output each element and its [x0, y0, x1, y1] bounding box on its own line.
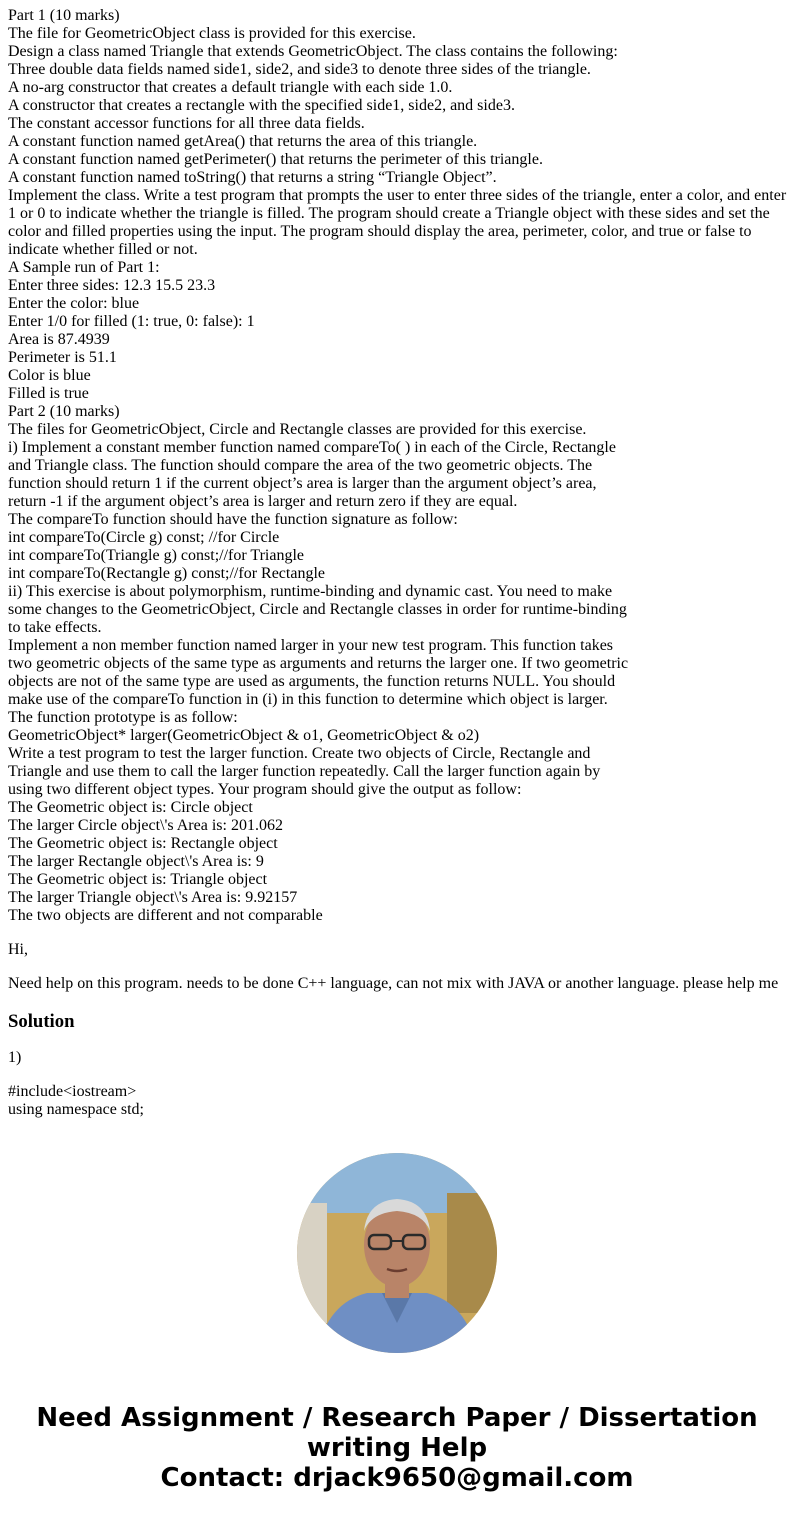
sample-run-line: Filled is true	[8, 385, 89, 402]
part1-section	[8, 7, 788, 259]
part2-line: Triangle and use them to call the larger function repeatedly. Call the larger function again by	[8, 763, 601, 780]
promo-line-1: Need Assignment / Research Paper / Dissertation	[36, 1403, 758, 1433]
solution-step: 1)	[8, 1049, 22, 1066]
avatar-wall	[297, 1203, 327, 1323]
expected-output-line: The two objects are different and not comparable	[8, 907, 323, 924]
sample-run-line: Color is blue	[8, 367, 91, 384]
part2-line: two geometric objects of the same type as arguments and returns the larger one. If two geometric	[8, 655, 629, 672]
sample-run-line: Enter the color: blue	[8, 295, 140, 312]
sample-run-line: Area is 87.4939	[8, 331, 110, 348]
spacer	[8, 959, 788, 975]
part1-line: The file for GeometricObject class is provided for this exercise.	[8, 25, 416, 42]
expected-output-line: The larger Circle object\'s Area is: 201.062	[8, 817, 283, 834]
part2-line: using two different object types. Your program should give the output as follow:	[8, 781, 522, 798]
spacer	[8, 1067, 788, 1083]
part2-line: The compareTo function should have the function signature as follow:	[8, 511, 458, 528]
expected-output-line: The Geometric object is: Rectangle object	[8, 835, 278, 852]
sample-run-section	[8, 259, 788, 403]
avatar-door	[447, 1193, 497, 1313]
part2-line: return -1 if the argument object’s area is larger and return zero if they are equal.	[8, 493, 518, 510]
part2-line: i) Implement a constant member function named compareTo( ) in each of the Circle, Rectangle	[8, 439, 616, 456]
sample-run-line: Enter three sides: 12.3 15.5 23.3	[8, 277, 216, 294]
part2-line: Write a test program to test the larger function. Create two objects of Circle, Rectangle and	[8, 745, 591, 762]
part2-line: and Triangle class. The function should compare the area of the two geometric objects. The	[8, 457, 593, 474]
sample-run-line: Perimeter is 51.1	[8, 349, 117, 366]
part2-line: function should return 1 if the current object’s area is larger than the argument object’s area,	[8, 475, 597, 492]
sample-run-title: A Sample run of Part 1:	[8, 259, 160, 276]
part2-line: make use of the compareTo function in (i) in this function to determine which object is larger.	[8, 691, 608, 708]
part1-title: Part 1 (10 marks)	[8, 7, 120, 24]
solution-heading: Solution	[8, 1011, 75, 1032]
part2-title: Part 2 (10 marks)	[8, 403, 120, 420]
part2-line: GeometricObject* larger(GeometricObject & o1, GeometricObject & o2)	[8, 727, 480, 744]
part2-line: to take effects.	[8, 619, 102, 636]
avatar-portrait-icon	[297, 1153, 497, 1353]
part1-line: A constant function named getArea() that returns the area of this triangle.	[8, 133, 478, 150]
help-request: Need help on this program. needs to be done C++ language, can not mix with JAVA or another language. please help me	[8, 975, 779, 992]
expected-output-line: The Geometric object is: Triangle object	[8, 871, 268, 888]
expected-output-line: The larger Rectangle object\'s Area is: 9	[8, 853, 264, 870]
part2-line: int compareTo(Triangle g) const;//for Triangle	[8, 547, 305, 564]
part2-line: objects are not of the same type are used as arguments, the function returns NULL. You should	[8, 673, 616, 690]
part2-section	[8, 403, 788, 925]
part2-line: ii) This exercise is about polymorphism, runtime-binding and dynamic cast. You need to make	[8, 583, 613, 600]
part2-line: The function prototype is as follow:	[8, 709, 238, 726]
part2-line: The files for GeometricObject, Circle and Rectangle classes are provided for this exercise.	[8, 421, 587, 438]
code-line: using namespace std;	[8, 1101, 144, 1118]
part1-line: A no-arg constructor that creates a default triangle with each side 1.0.	[8, 79, 453, 96]
part1-line: A constructor that creates a rectangle with the specified side1, side2, and side3.	[8, 97, 515, 114]
part1-line: The constant accessor functions for all three data fields.	[8, 115, 365, 132]
document-body	[8, 7, 788, 1119]
part1-line: A constant function named toString() that returns a string “Triangle Object”.	[8, 169, 497, 186]
part2-line: int compareTo(Circle g) const; //for Circle	[8, 529, 280, 546]
part1-line: Three double data fields named side1, side2, and side3 to denote three sides of the triangle.	[8, 61, 591, 78]
part1-line: A constant function named getPerimeter() that returns the perimeter of this triangle.	[8, 151, 543, 168]
promo-banner	[0, 1403, 794, 1493]
tutor-avatar	[297, 1153, 497, 1353]
spacer	[8, 925, 788, 941]
part2-line: int compareTo(Rectangle g) const;//for Rectangle	[8, 565, 325, 582]
code-line: #include<iostream>	[8, 1083, 137, 1100]
sample-run-line: Enter 1/0 for filled (1: true, 0: false): 1	[8, 313, 255, 330]
promo-contact: Contact: drjack9650@gmail.com	[160, 1463, 634, 1493]
implement-paragraph: Implement the class. Write a test program that prompts the user to enter three sides of the triangle, enter a color, and enter 1 or 0 to indicate whether the triangle is filled. The program should create a Triangle object with these sides and set the color and filled properties using the input. The program should display the area, perimeter, color, and true or false to indicate whether filled or not.	[8, 187, 787, 258]
expected-output-line: The larger Triangle object\'s Area is: 9.92157	[8, 889, 298, 906]
part1-line: Design a class named Triangle that extends GeometricObject. The class contains the following:	[8, 43, 618, 60]
expected-output-line: The Geometric object is: Circle object	[8, 799, 253, 816]
part2-line: some changes to the GeometricObject, Circle and Rectangle classes in order for runtime-binding	[8, 601, 627, 618]
greeting: Hi,	[8, 941, 28, 958]
part2-line: Implement a non member function named larger in your new test program. This function takes	[8, 637, 614, 654]
promo-line-2: writing Help	[306, 1433, 488, 1463]
